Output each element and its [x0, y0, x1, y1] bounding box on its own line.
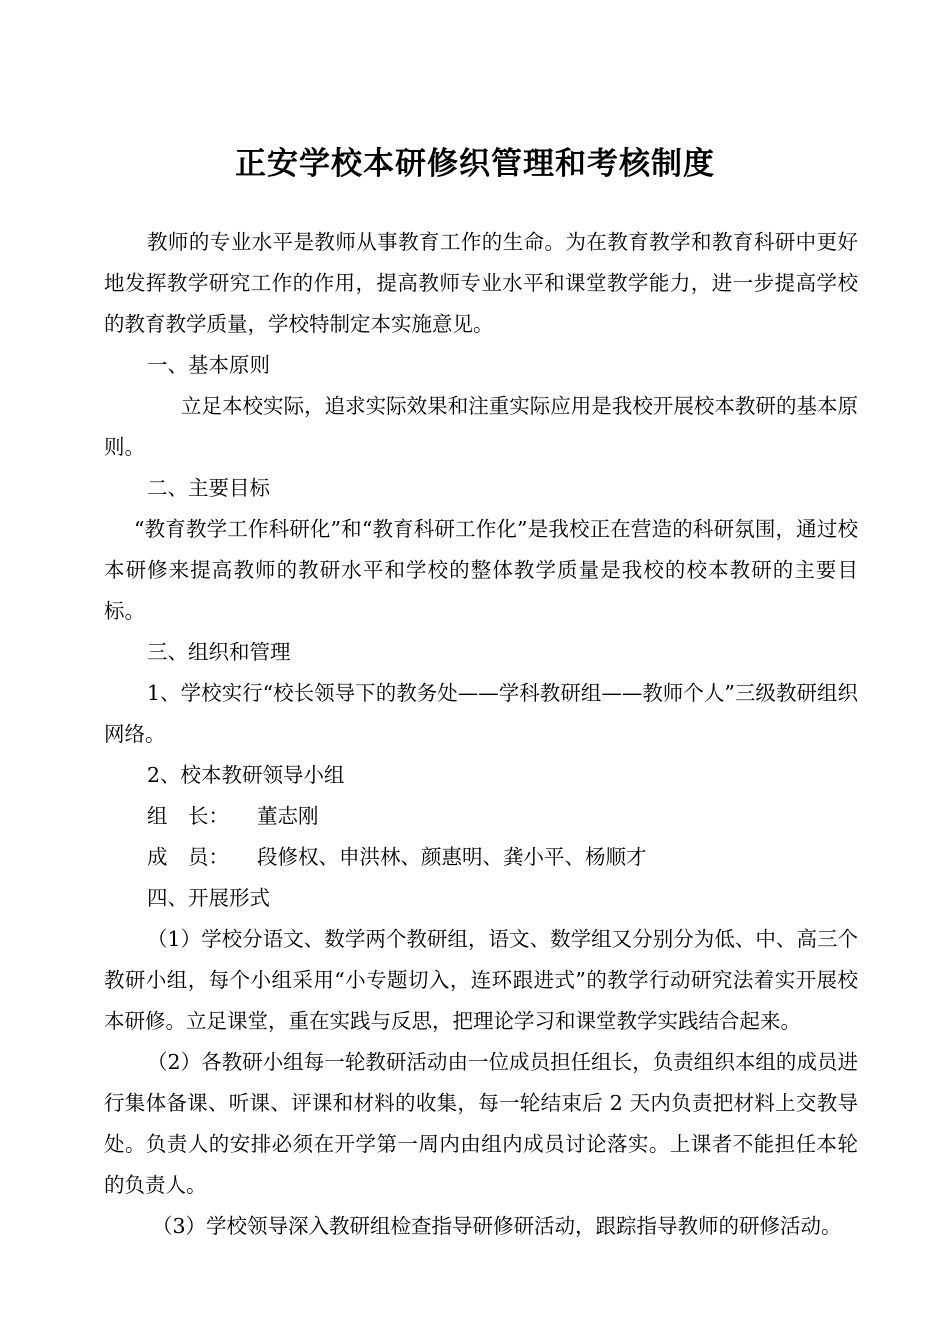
section-heading-forms: 四、开展形式: [147, 886, 270, 910]
section-heading-principles: 一、基本原则: [147, 353, 270, 377]
forms-item-2: （2）各教研小组每一轮教研活动由一位成员担任组长，负责组织本组的成员进行集体备课、听课、评课和材料的收集，每一轮结束后 2 天内负责把材料上交教导处。负责人的安排必须在开学第一周内由组内成员讨论落实。上课者不能担任本轮的负责人。: [104, 1050, 858, 1197]
goals-paragraph: “教育教学工作科研化”和“教育科研工作化”是我校正在营造的科研氛围，通过校本研修来提高教师的教研水平和学校的整体教学质量是我校的校本教研的主要目标。: [104, 517, 858, 623]
leader-label: 组 长：: [147, 804, 229, 828]
forms-item-1: （1）学校分语文、数学两个教研组，语文、数学组又分别分为低、中、高三个教研小组，每个小组采用“小专题切入，连环跟进式”的教学行动研究法着实开展校本研修。立足课堂，重在实践与反思，把理论学习和课堂教学实践结合起来。: [104, 927, 858, 1033]
leader-value: 董志刚: [257, 804, 319, 828]
leader-row: [104, 796, 858, 837]
document-body: [104, 222, 858, 1247]
principles-paragraph: 立足本校实际，追求实际效果和注重实际应用是我校开展校本教研的基本原则。: [104, 394, 858, 459]
section-heading-organization: 三、组织和管理: [147, 640, 291, 664]
section-heading-goals: 二、主要目标: [147, 476, 270, 500]
members-row: [104, 837, 858, 878]
document-title: 正安学校本研修织管理和考核制度: [235, 146, 715, 182]
forms-item-3: （3）学校领导深入教研组检查指导研修研活动，跟踪指导教师的研修活动。: [152, 1214, 842, 1238]
organization-item-2: 2、校本教研领导小组: [147, 763, 345, 787]
members-label: 成 员：: [147, 845, 229, 869]
members-value: 段修权、申洪林、颜惠明、龚小平、杨顺才: [257, 845, 647, 869]
organization-item-1: 1、学校实行“校长领导下的教务处——学科教研组——教师个人”三级教研组织网络。: [104, 681, 858, 746]
intro-paragraph: 教师的专业水平是教师从事教育工作的生命。为在教育教学和教育科研中更好地发挥教学研究工作的作用，提高教师专业水平和课堂教学能力，进一步提高学校的教育教学质量，学校特制定本实施意见。: [104, 230, 858, 336]
